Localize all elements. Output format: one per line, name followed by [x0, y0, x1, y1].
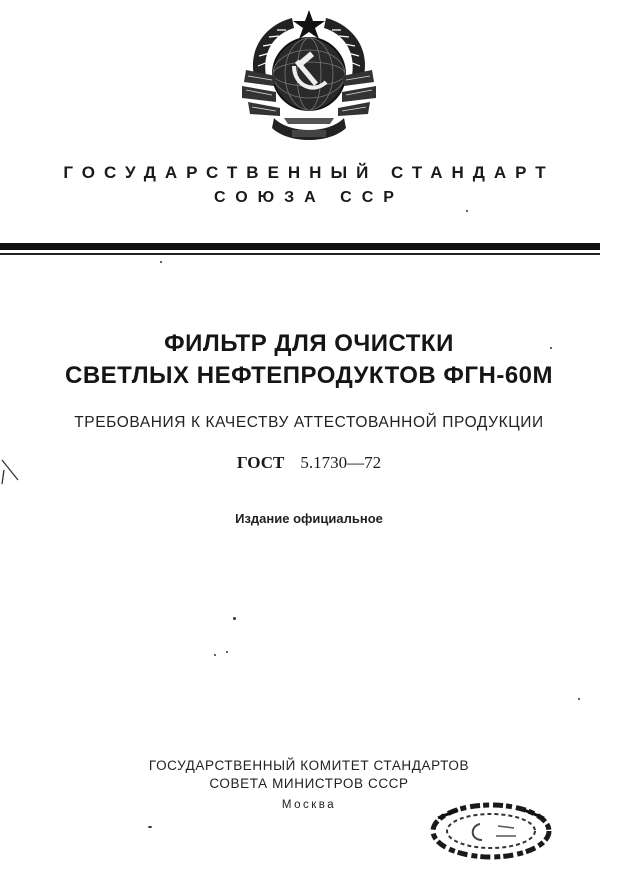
document-subtitle: ТРЕБОВАНИЯ К КАЧЕСТВУ АТТЕСТОВАННОЙ ПРОДУКЦИИ: [74, 414, 544, 431]
document-title-line2: СВЕТЛЫХ НЕФТЕПРОДУКТОВ ФГН-60М: [64, 362, 553, 389]
scan-speck: [148, 826, 152, 828]
publisher-line1: ГОСУДАРСТВЕННЫЙ КОМИТЕТ СТАНДАРТОВ: [148, 758, 470, 773]
edition-note: Издание официальное: [235, 511, 383, 526]
publisher-line2: СОВЕТА МИНИСТРОВ СССР: [209, 776, 409, 791]
margin-mark-icon: [0, 456, 22, 488]
standard-label: ГОСТ: [236, 453, 285, 472]
document-title-line1: ФИЛЬТР ДЛЯ ОЧИСТКИ: [164, 330, 454, 357]
scan-speck: [578, 698, 580, 700]
scan-speck: [550, 347, 552, 349]
library-stamp-icon: [428, 800, 554, 862]
standard-designation: [0, 453, 618, 473]
scan-speck: [226, 651, 228, 653]
standard-number: 5.1730—72: [300, 453, 382, 472]
scan-speck: [160, 261, 162, 263]
publisher-city: Москва: [281, 799, 337, 811]
divider-rule-thin: [0, 253, 600, 255]
scan-speck: [233, 617, 236, 620]
scan-speck: [466, 210, 468, 212]
header-state-standard: ГОСУДАРСТВЕННЫЙ СТАНДАРТ: [63, 163, 555, 182]
header-ussr: СОЮЗА ССР: [214, 189, 404, 206]
ussr-emblem-icon: [234, 6, 384, 150]
divider-rule: [0, 243, 600, 250]
scan-speck: [214, 654, 216, 656]
